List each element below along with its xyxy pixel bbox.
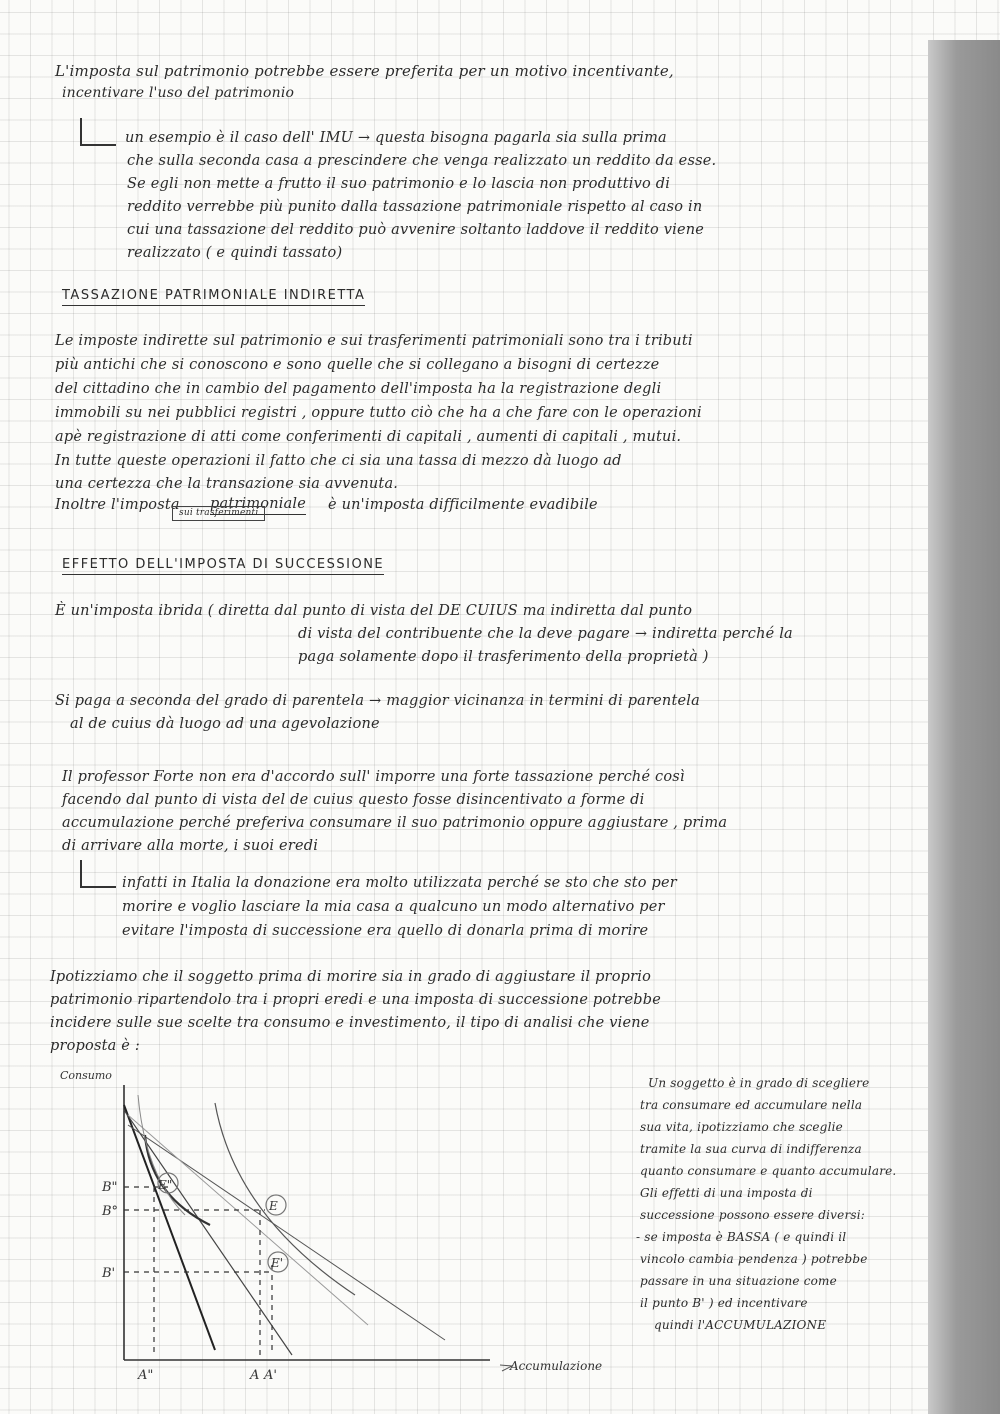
imu-line: un esempio è il caso dell' IMU → questa bisogna pagarla sia sulla prima [125,130,667,146]
hybrid-line: paga solamente dopo il trasferimento della proprietà ) [298,649,709,665]
label-a1: A' [264,1368,277,1383]
forte-line: Il professor Forte non era d'accordo sull' imporre una forte tassazione perché così [62,769,685,785]
side-note-line: quanto consumare e quanto accumulare. [640,1164,897,1178]
imu-line: cui una tassazione del reddito può avvenire soltanto laddove il reddito viene [127,222,705,238]
label-b1: B' [102,1266,116,1281]
side-note-line: Un soggetto è in grado di scegliere [648,1076,870,1090]
budget-line-faint [128,1115,368,1325]
indifference-curve-3 [138,1095,185,1215]
side-note-line: vincolo cambia pendenza ) potrebbe [640,1252,868,1266]
l-arrow-icon [80,860,116,888]
side-note-line: quindi l'ACCUMULAZIONE [654,1318,827,1332]
italy-line: evitare l'imposta di successione era quello di donarla prima di morire [122,923,649,939]
label-b0: B° [102,1204,119,1219]
label-a2: A" [138,1368,154,1383]
kinship-line: Si paga a seconda del grado di parentela → maggior vicinanza in termini di parentela [55,693,700,709]
italy-line: infatti in Italia la donazione era molto utilizzata perché se sto che sto per [122,875,677,891]
side-note-line: tra consumare ed accumulare nella [640,1098,863,1112]
section1-line: del cittadino che in cambio del pagamento dell'imposta ha la registrazione degli [55,381,662,397]
intro-line-1: L'imposta sul patrimonio potrebbe essere preferita per un motivo incentivante, [55,62,674,80]
budget-line-mid [124,1110,292,1355]
section1-line: una certezza che la transazione sia avvenuta. [55,476,399,492]
section1-final-c: è un'imposta difficilmente evadibile [328,497,598,513]
imu-line: reddito verrebbe più punito dalla tassazione patrimoniale rispetto al caso in [127,199,703,215]
forte-line: di arrivare alla morte, i suoi eredi [62,838,319,854]
section1-final-a: Inoltre l'imposta [55,497,180,513]
imu-line: realizzato ( e quindi tassato) [127,245,343,261]
imu-line: che sulla seconda casa a prescindere che venga realizzato un reddito da esse. [127,153,717,169]
section1-line: In tutte queste operazioni il fatto che ci sia una tassa di mezzo dà luogo ad [55,453,622,469]
section-heading-inheritance-tax: EFFETTO DELL'IMPOSTA DI SUCCESSIONE [62,556,384,575]
label-a: A [250,1368,260,1383]
side-note-line: Gli effetti di una imposta di [640,1186,813,1200]
side-note-line: passare in una situazione come [640,1274,837,1288]
hypothesis-line: patrimonio ripartendolo tra i propri eredi e una imposta di successione potrebbe [50,992,662,1008]
forte-line: facendo dal punto di vista del de cuius questo fosse disincentivato a forme di [62,792,645,808]
section1-line: Le imposte indirette sul patrimonio e sui trasferimenti patrimoniali sono tra i tributi [55,333,693,349]
side-note-line: tramite la sua curva di indifferenza [640,1142,862,1156]
section1-line: apè registrazione di atti come conferimenti di capitali , aumenti di capitali , mutui. [55,429,682,445]
indifference-curve-2 [215,1103,355,1295]
section1-final-b: patrimoniale [210,494,306,515]
forte-line: accumulazione perché preferiva consumare il suo patrimonio oppure aggiustare , prima [62,815,728,831]
binding-edge [928,40,1000,1414]
hypothesis-line: Ipotizziamo che il soggetto prima di morire sia in grado di aggiustare il proprio [50,969,652,985]
label-e1: E' [271,1256,284,1270]
budget-line-steep [124,1105,215,1350]
side-note-line: il punto B' ) ed incentivare [640,1296,808,1310]
side-note-line: successione possono essere diversi: [640,1208,866,1222]
section-heading-indirect-tax: TASSAZIONE PATRIMONIALE INDIRETTA [62,287,365,306]
side-note-line: sua vita, ipotizziamo che sceglie [640,1120,843,1134]
italy-line: morire e voglio lasciare la mia casa a qualcuno un modo alternativo per [122,899,665,915]
section1-line: più antichi che si conoscono e sono quelle che si collegano a bisogni di certezze [55,357,660,373]
x-axis-label: Accumulazione [510,1359,603,1373]
imu-line: Se egli non mette a frutto il suo patrimonio e lo lascia non produttivo di [127,176,671,192]
section1-line: immobili su nei pubblici registri , oppure tutto ciò che ha a che fare con le operazioni [55,405,702,421]
l-arrow-icon [80,118,116,146]
intro-line-2: incentivare l'uso del patrimonio [62,85,295,101]
label-e: E [269,1199,278,1213]
hybrid-line: È un'imposta ibrida ( diretta dal punto di vista del DE CUIUS ma indiretta dal punto [55,603,693,619]
label-b2: B" [102,1180,118,1195]
hybrid-line: di vista del contribuente che la deve pagare → indiretta perché la [298,626,793,642]
section1-annotation: sui trasferimenti [172,506,265,521]
consumption-accumulation-graph [50,1065,610,1385]
label-e2: E" [158,1178,173,1192]
y-axis-label: Consumo [60,1069,112,1082]
hypothesis-line: incidere sulle sue scelte tra consumo e investimento, il tipo di analisi che viene [50,1015,650,1031]
kinship-line: al de cuius dà luogo ad una agevolazione [70,716,380,732]
hypothesis-line: proposta è : [50,1038,140,1054]
side-note-line: - se imposta è BASSA ( e quindi il [636,1230,847,1244]
